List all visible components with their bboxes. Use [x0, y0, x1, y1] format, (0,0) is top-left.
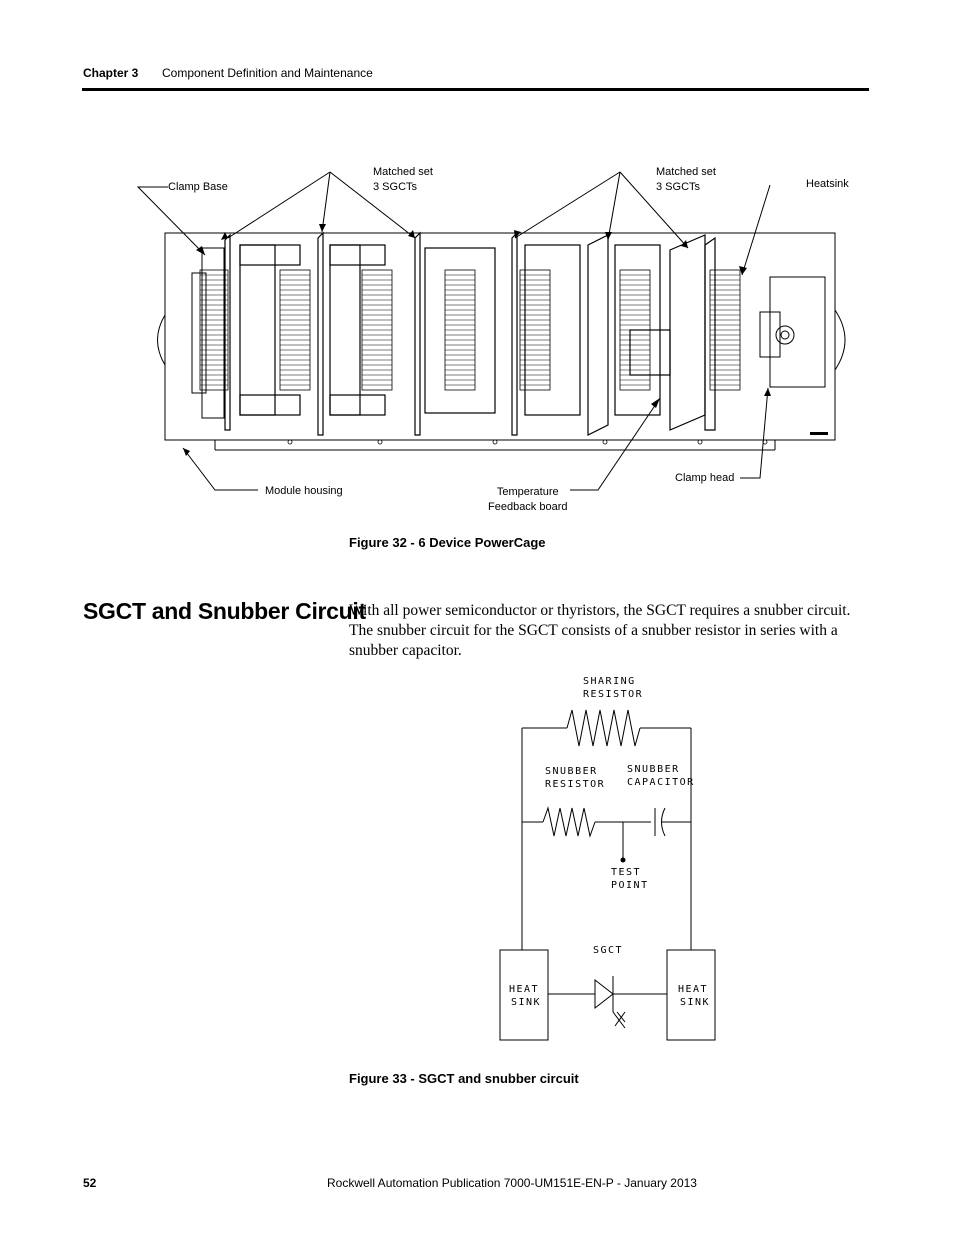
label-module-housing: Module housing — [265, 485, 343, 497]
label-snubber-resistor-1: SNUBBER — [545, 766, 598, 777]
label-sharing-2: RESISTOR — [583, 689, 644, 700]
label-matched-set-left: Matched set 3 SGCTs — [373, 166, 433, 193]
label-sgct: SGCT — [593, 945, 624, 956]
header-rule — [82, 88, 869, 91]
label-heatsink-right-2: SINK — [680, 997, 711, 1008]
label-heatsink: Heatsink — [806, 178, 849, 190]
label-snubber-resistor-2: RESISTOR — [545, 779, 606, 790]
publication-info: Rockwell Automation Publication 7000-UM151E-EN-P - January 2013 — [327, 1176, 697, 1190]
label-clamp-base: Clamp Base — [168, 181, 228, 193]
label-snubber-capacitor-1: SNUBBER — [627, 764, 680, 775]
snubber-circuit-figure — [495, 670, 725, 1050]
label-test-1: TEST — [611, 867, 642, 878]
label-temperature-feedback: Temperature Feedback board — [488, 486, 568, 513]
page-number: 52 — [83, 1176, 97, 1190]
label-heatsink-right-1: HEAT — [678, 984, 709, 995]
figure32-caption: Figure 32 - 6 Device PowerCage — [349, 535, 546, 550]
chapter-label: Chapter 3 — [83, 66, 139, 80]
label-matched-set-right: Matched set 3 SGCTs — [656, 166, 716, 193]
figure33-caption: Figure 33 - SGCT and snubber circuit — [349, 1071, 579, 1086]
section-title: SGCT and Snubber Circuit — [83, 598, 366, 624]
label-snubber-capacitor-2: CAPACITOR — [627, 777, 695, 788]
label-heatsink-left-1: HEAT — [509, 984, 540, 995]
label-clamp-head: Clamp head — [675, 472, 735, 484]
label-sharing-1: SHARING — [583, 676, 636, 687]
section-body: With all power semiconductor or thyristors, the SGCT requires a snubber circuit. The snubber circuit for the SGCT consists of a snubber resistor in series with a snubber capacitor. — [349, 602, 851, 659]
powercage-figure — [130, 160, 850, 560]
chapter-title: Component Definition and Maintenance — [162, 66, 373, 80]
label-test-2: POINT — [611, 880, 649, 891]
snubber-circuit-diagram — [495, 670, 725, 1050]
label-heatsink-left-2: SINK — [511, 997, 542, 1008]
